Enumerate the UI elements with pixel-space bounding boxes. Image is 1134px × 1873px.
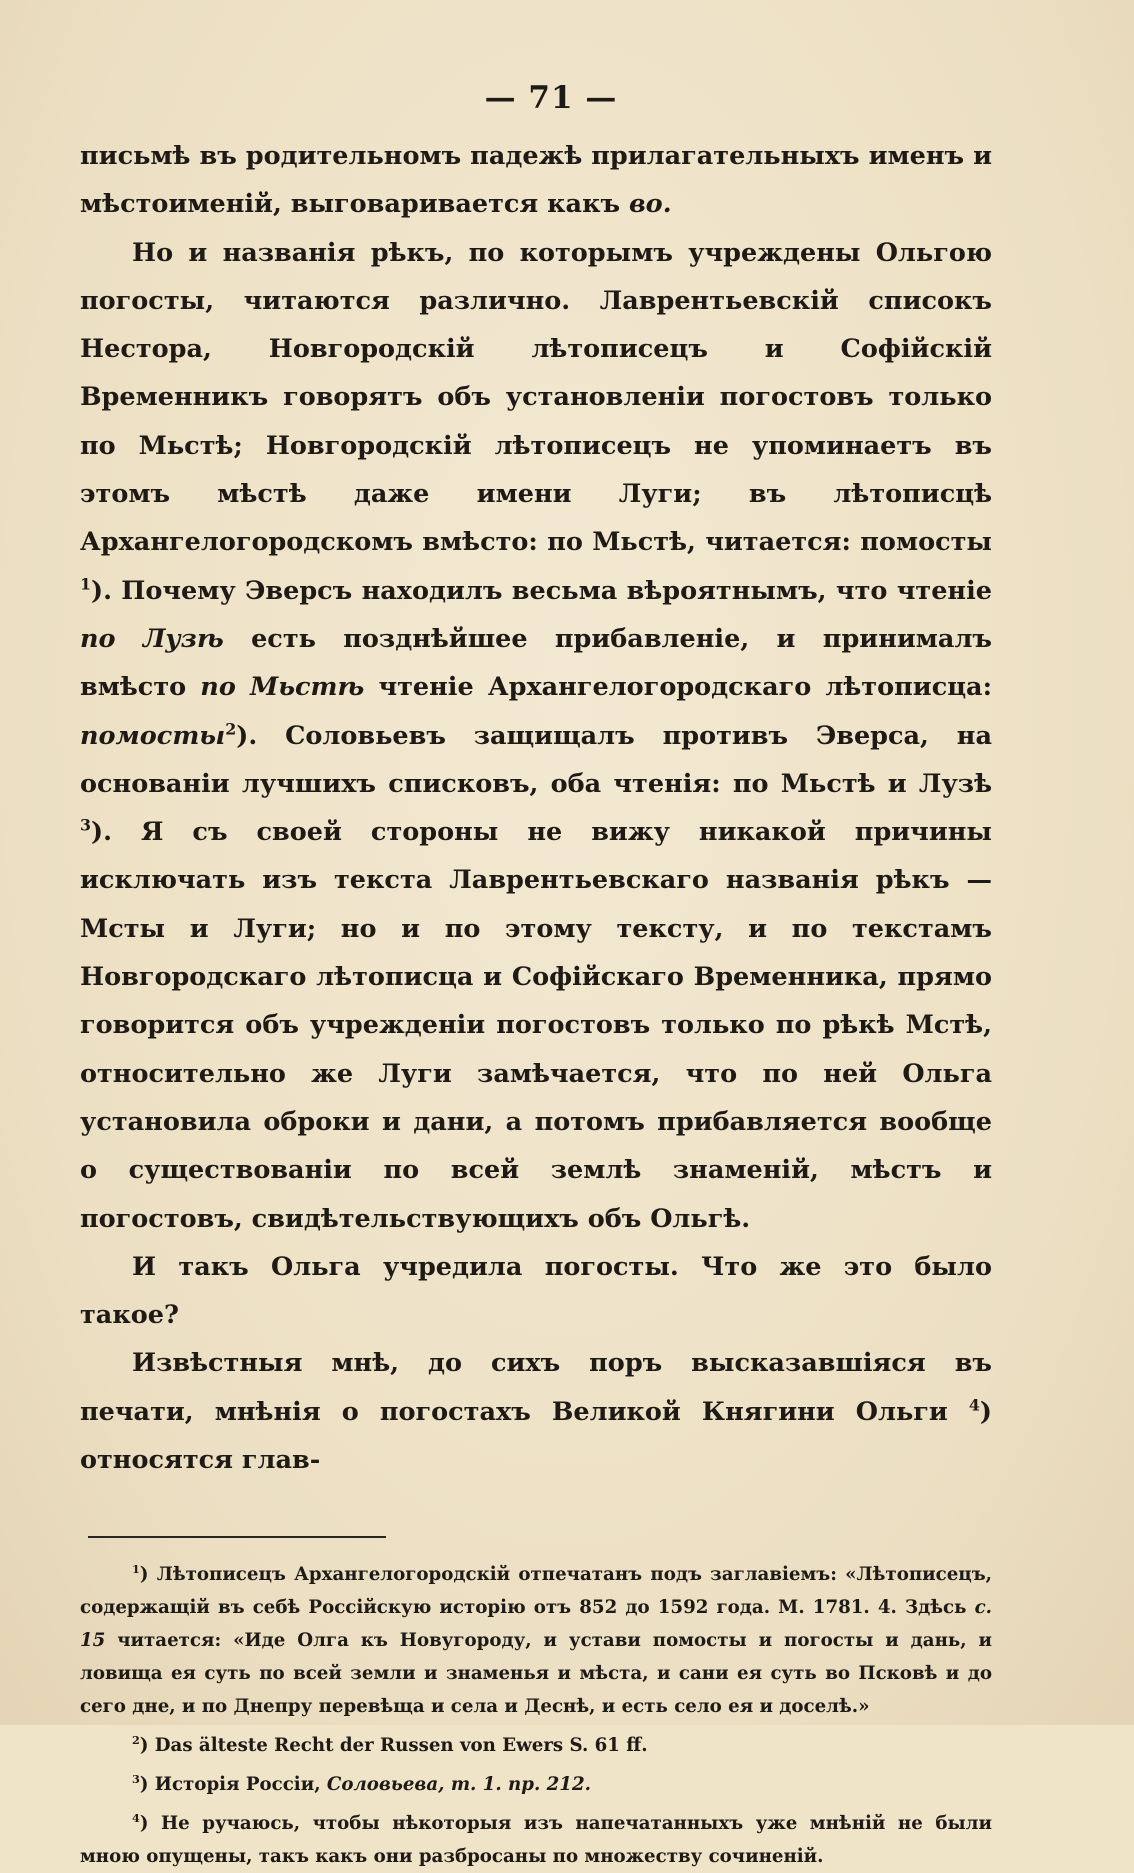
- footnote-1: [80, 1558, 992, 1723]
- paragraph-4: [80, 1339, 992, 1484]
- main-text: [80, 132, 992, 1484]
- footnote-divider: [88, 1536, 386, 1538]
- italic-po-mste: по Мьстѣ: [200, 672, 365, 703]
- footnote-ref-4[interactable]: 4: [968, 1395, 980, 1415]
- footnote-2: [80, 1729, 992, 1762]
- paragraph-1-text: письмѣ въ родительномъ падежѣ прилагательныхъ именъ и мѣстоименій, выговаривается какъ: [80, 141, 992, 220]
- footnote-1-text-1: ) Лѣтописецъ Архангелогородскій отпечатанъ подъ заглавіемъ: «Лѣтописецъ, содержащій въ себѣ Россійскую исторію отъ 852 до 1592 года. М. 1781. 4. Здѣсь: [80, 1564, 992, 1619]
- footnote-ref-3[interactable]: 3: [80, 815, 91, 835]
- footnote-3: [80, 1768, 992, 1801]
- paragraph-4-part-1: Извѣстныя мнѣ, до сихъ поръ высказавшіяся въ печати, мнѣнія о погостахъ Великой Княгини Ольги: [80, 1348, 992, 1427]
- footnote-1-text-2: читается: «Иде Олга къ Новугороду, и устави помосты и погосты и дань, и ловища ея суть по всей земли и знаменья и мѣста, и сани ея суть во Псковѣ и до сего дне, и по Днепру перевѣща и села и Деснѣ, и есть село ея и доселѣ.»: [80, 1630, 992, 1718]
- paragraph-3: [80, 1243, 992, 1340]
- footnote-4-mark: 4: [132, 1811, 140, 1826]
- footnote-3-text: ) Исторія Россіи,: [139, 1774, 327, 1796]
- footnote-1-italic: с. 15: [80, 1597, 992, 1652]
- footnote-4: [80, 1807, 992, 1873]
- paragraph-2-part-1: Но и названія рѣкъ, по которымъ учреждены Ольгою погосты, читаются различно. Лаврентьевскій списокъ Нестора, Новгородскій лѣтописецъ и Софійскій Временникъ говорятъ объ установленіи погостовъ только по Мьстѣ; Новгородскій лѣтописецъ не упоминаетъ въ этомъ мѣстѣ даже имени Луги; въ лѣтописцѣ Архангелогородскомъ вмѣсто: по Мьстѣ, читается: помосты: [80, 237, 992, 558]
- paragraph-2-part-4: чтеніе Архангелогородскаго лѣтописца:: [364, 672, 992, 703]
- italic-pomosty: помосты: [80, 720, 226, 751]
- footnote-ref-2[interactable]: 2: [225, 719, 237, 739]
- paragraph-1: [80, 132, 992, 229]
- paragraph-1-italic: во.: [628, 189, 672, 220]
- paragraph-4-part-2: ) относятся глав-: [80, 1396, 992, 1476]
- page-number: — 71 —: [484, 80, 618, 116]
- footnote-2-mark: 2: [132, 1733, 140, 1748]
- footnote-3-mark: 3: [132, 1772, 140, 1787]
- italic-po-luze: по Лузѣ: [80, 623, 224, 654]
- paragraph-2-part-3: есть позднѣйшее прибавленіе, и принималъ вмѣсто: [80, 623, 992, 703]
- paragraph-2-part-5: ). Соловьевъ защищалъ противъ Эверса, на основаніи лучшихъ списковъ, оба чтенія: по Мьстѣ и Лузѣ: [80, 720, 992, 799]
- paragraph-2: [80, 229, 992, 1243]
- footnote-1-mark: 1: [132, 1562, 140, 1577]
- footnote-2-text: ) Das älteste Recht der Russen von Ewers S. 61 ff.: [139, 1735, 648, 1757]
- paragraph-2-part-6: ). Я съ своей стороны не вижу никакой причины исключать изъ текста Лаврентьевскаго названія рѣкъ — Мсты и Луги; но и по этому тексту, и по текстамъ Новгородскаго лѣтописца и Софійскаго Временника, прямо говорится объ учрежденіи погостовъ только по рѣкѣ Мстѣ, относительно же Луги замѣчается, что по ней Ольга установила оброки и дани, а потомъ прибавляется вообще о существованіи по всей землѣ знаменій, мѣстъ и погостовъ, свидѣтельствующихъ объ Ольгѣ.: [80, 817, 992, 1234]
- footnote-3-italic: Соловьева, т. 1. пр. 212.: [326, 1774, 591, 1796]
- footnote-4-text: ) Не ручаюсь, чтобы нѣкоторыя изъ напечатанныхъ уже мнѣній не были мною опущены, такъ какъ они разбросаны по множеству сочиненій.: [80, 1813, 992, 1868]
- footnotes: [80, 1558, 992, 1873]
- footnote-ref-1[interactable]: 1: [80, 574, 91, 594]
- paragraph-2-part-2: ). Почему Эверсъ находилъ весьма вѣроятнымъ, что чтеніе: [91, 575, 992, 606]
- paragraph-3-text: И такъ Ольга учредила погосты. Что же это было такое?: [80, 1251, 992, 1331]
